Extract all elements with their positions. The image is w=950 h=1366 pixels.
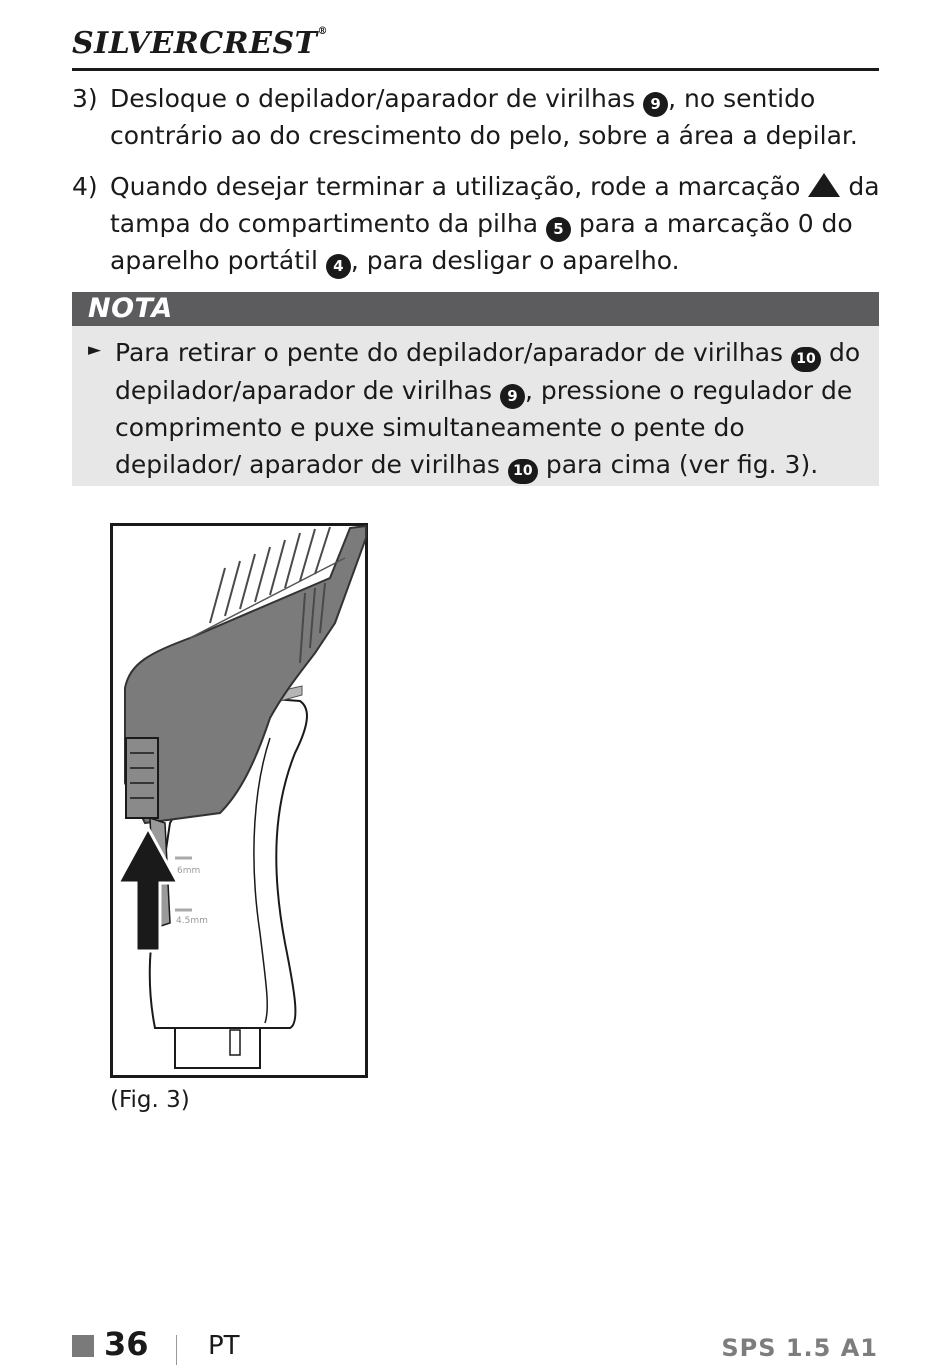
header-rule <box>72 68 879 71</box>
model-number: SPS 1.5 A1 <box>721 1334 878 1362</box>
footer-divider <box>176 1335 177 1365</box>
note-text: Para retirar o pente do depilador/aparador de virilhas 10 do depilador/aparador de virilhas 9 , pressione o regulador de comprimento e puxe simultaneamente o pente do depilador/ aparador de virilhas 10 para cima (ver fig. 3). <box>115 334 875 484</box>
step-number: 4) <box>72 172 98 201</box>
ref-circle-10: 10 <box>791 347 821 372</box>
ref-circle-9: 9 <box>643 92 668 117</box>
triangle-up-icon <box>808 173 840 197</box>
note-heading: NOTA <box>88 293 173 324</box>
figure-caption: (Fig. 3) <box>110 1087 190 1113</box>
scale-mark-4-5mm: 4.5mm <box>176 916 208 926</box>
footer-square-icon <box>72 1335 94 1357</box>
step-4 <box>72 168 892 279</box>
ref-circle-9: 9 <box>500 384 525 409</box>
note-box <box>72 326 879 486</box>
figure-3-illustration <box>110 523 368 1078</box>
note-header <box>72 292 879 326</box>
ref-circle-5: 5 <box>546 217 571 242</box>
language-code: PT <box>208 1331 240 1361</box>
registered-mark: ® <box>317 26 328 37</box>
scale-mark-6mm: 6mm <box>177 866 201 876</box>
brand-logo: SILVERCREST® <box>72 26 328 61</box>
step-text: Desloque o depilador/aparador de virilhas 9 , no sentido contrário ao do crescimento do pelo, sobre a área a depilar. <box>110 84 858 150</box>
triangle-right-icon: ► <box>88 340 102 360</box>
step-number: 3) <box>72 84 98 113</box>
page-number: 36 <box>104 1325 149 1363</box>
ref-circle-10: 10 <box>508 459 538 484</box>
step-text: Quando desejar terminar a utilização, rode a marcação da tampa do compartimento da pilha 5 para a marcação 0 do aparelho portátil 4 , para desligar o aparelho. <box>110 168 892 279</box>
step-3 <box>72 80 892 154</box>
ref-circle-4: 4 <box>326 254 351 279</box>
